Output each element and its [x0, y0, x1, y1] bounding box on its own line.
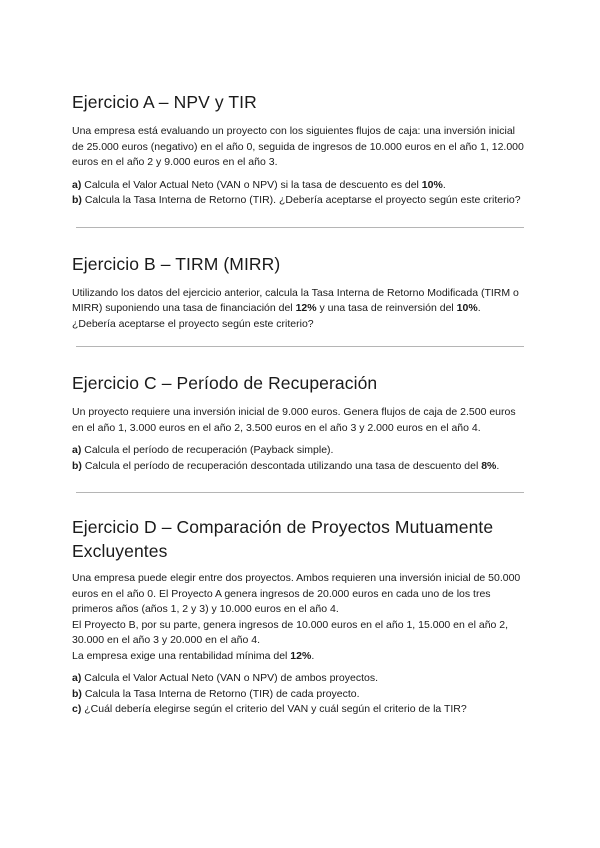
exercise-d-question-c [72, 702, 528, 718]
exercise-a-question-b [72, 193, 528, 209]
question-text: Calcula la Tasa Interna de Retorno (TIR). ¿Debería aceptarse el proyecto según este criterio? [81, 194, 521, 206]
question-text: Calcula la Tasa Interna de Retorno (TIR) de cada proyecto. [81, 687, 360, 700]
question-text: ¿Cuál debería elegirse según el criterio del VAN y cuál según el criterio de la TIR? [81, 703, 467, 715]
question-label: b) [72, 459, 82, 472]
intro-end: . [477, 302, 481, 314]
question-label: a) [72, 444, 82, 456]
exercise-b-question: ¿Debería aceptarse el proyecto según este criterio? [72, 317, 314, 330]
question-end: . [442, 178, 446, 191]
intro-text: y una tasa de reinversión del [316, 302, 457, 314]
intro-end: . [311, 649, 315, 662]
exercise-a-question-a [72, 178, 528, 194]
intro-text: La empresa exige una rentabilidad mínima del [72, 649, 291, 662]
financing-rate: 12% [295, 302, 317, 314]
question-text: Calcula el período de recuperación (Payback simple). [81, 444, 334, 456]
exercise-b [72, 252, 528, 333]
exercise-b-title: Ejercicio B – TIRM (MIRR) [72, 253, 281, 274]
exercise-c-intro: Un proyecto requiere una inversión inicial de 9.000 euros. Genera flujos de caja de 2.500 euros en el año 1, 3.000 euros en el año 2, 3.500 euros en el año 3 y 2.000 euros en el año 4. [72, 406, 516, 434]
exercise-a-intro: Una empresa está evaluando un proyecto con los siguientes flujos de caja: una inversión inicial de 25.000 euros (negativo) en el año 0, seguida de ingresos de 10.000 euros en el año 1, 12.000 euros en el año 2 y 9.000 euros en el año 3. [72, 125, 524, 168]
exercise-d-intro-1: Una empresa puede elegir entre dos proyectos. Ambos requieren una inversión inicial de 50.000 euros en el año 0. El Proyecto A genera ingresos de 20.000 euros en cada uno de los tres primeros años (años 1, 2 y 3) y 10.000 euros en el año 4. [72, 572, 521, 615]
exercise-c [72, 371, 528, 474]
exercise-d-title: Ejercicio D – Comparación de Proyectos Mutuamente Excluyentes [72, 517, 494, 561]
exercise-c-question-b [72, 459, 528, 475]
exercise-a-title: Ejercicio A – NPV y TIR [72, 92, 257, 112]
question-label: c) [72, 703, 82, 715]
exercise-c-title: Ejercicio C – Período de Recuperación [72, 373, 378, 393]
exercise-d-question-b [72, 687, 528, 703]
question-label: a) [72, 178, 82, 191]
question-rate: 8% [481, 459, 497, 472]
question-text: Calcula el Valor Actual Neto (VAN o NPV) de ambos proyectos. [81, 672, 379, 684]
intro-text: Utilizando los datos del ejercicio anterior, calcula la Tasa Interna de Retorno Modificada (TIRM o MIRR) suponiendo una tasa de financiación del [72, 286, 519, 314]
exercise-d-intro-3 [72, 649, 528, 665]
question-rate: 10% [421, 178, 443, 191]
exercise-d [72, 515, 528, 718]
exercise-d-intro-2: El Proyecto B, por su parte, genera ingresos de 10.000 euros en el año 1, 15.000 en el año 2, 30.000 en el año 3 y 20.000 en el año 4. [72, 618, 509, 646]
exercise-d-question-a [72, 671, 528, 687]
question-label: b) [72, 687, 82, 700]
question-end: . [496, 459, 500, 472]
question-label: b) [72, 194, 82, 206]
question-text: Calcula el Valor Actual Neto (VAN o NPV) si la tasa de descuento es del [81, 178, 422, 191]
question-label: a) [72, 672, 82, 684]
question-text: Calcula el período de recuperación descontada utilizando una tasa de descuento del [81, 459, 482, 472]
exercise-a [72, 90, 528, 209]
exercise-c-question-a [72, 443, 528, 459]
required-return: 12% [290, 649, 312, 662]
reinvestment-rate: 10% [456, 302, 478, 314]
exercise-b-intro [72, 286, 528, 317]
